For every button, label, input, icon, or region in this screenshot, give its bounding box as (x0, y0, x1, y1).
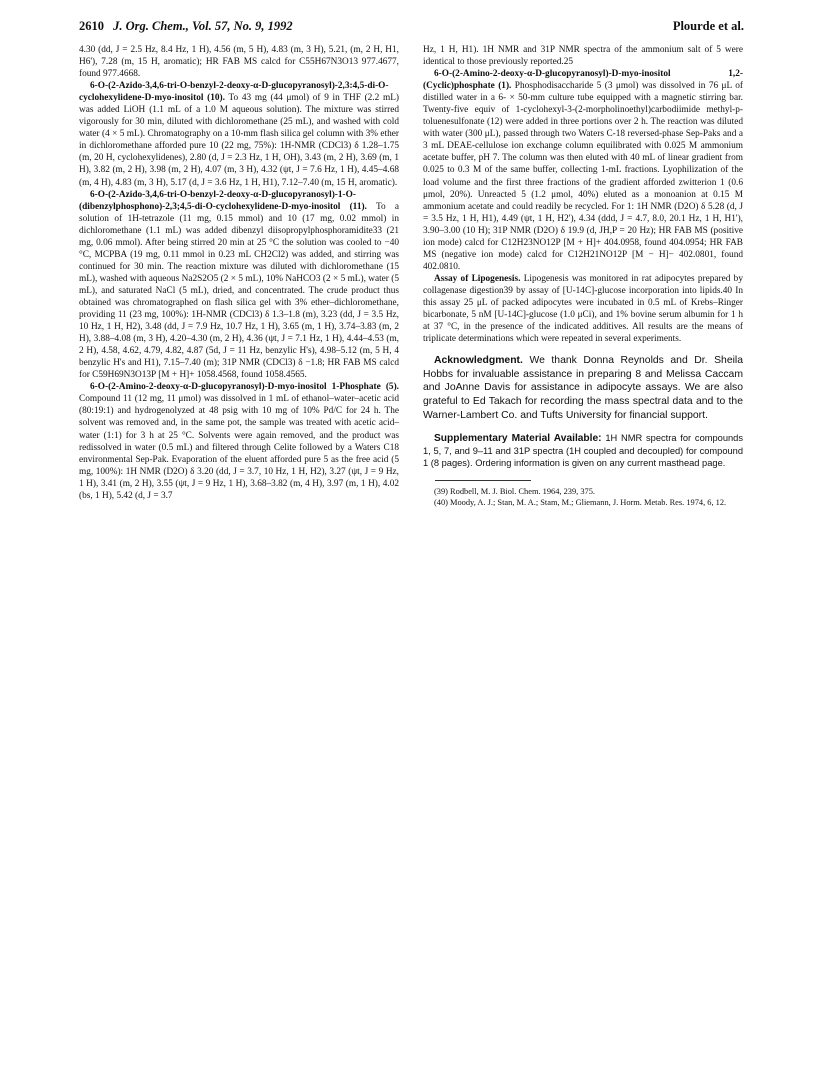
paragraph-compound-1: 6-O-(2-Amino-2-deoxy-α-D-glucopyranosyl)-D-myo-inositol 1,2-(Cyclic)phosphate (1). Phosphodisaccharide 5 (3 μmol) was dissolved in 76 μL of distilled water in a 6- × 50-mm culture tube equipped with a magnetic stirring bar. Twenty-five equiv of 1-cyclohexyl-3-(2-morpholinoethyl)carbodiimide methyl-p-toluenesulfonate (12) were added in three portions over 2 h. The reaction was diluted with water (300 μL), passed through two Waters C-18 reversed-phase Sep-Paks and a 3 mL DEAE-cellulose ion exchange column equilibrated with 0.025 M ammonium acetate buffer, pH 7. The column was then eluted with 40 mL of linear gradient from 0.025 to 0.3 M of the same buffer, collecting 1-mL fractions. Lyophilization of the load volume and the first three fractions of the gradient afforded zwitterion 1 (0.6 μmol, 20%). Unreacted 5 (1.2 μmol, 40%) eluted as a monoanion at 0.15 M ammonium acetate and could readily be recycled. For 1: 1H NMR (D2O) δ 5.28 (d, J = 3.5 Hz, 1 H, H1), 4.49 (ψt, 1 H, H2'), 4.34 (ddd, J = 4.7, 8.0, 20.1 Hz, 1 H, H1'), 3.90–3.00 (10 H); 31P NMR (D2O) δ 19.9 (d, JH,P = 20 Hz); HR FAB MS (positive ion mode) calcd for C12H23NO12P [M + H]+ 404.0958, found 404.0954; HR FAB MS (negative ion mode) calcd for C12H21NO12P [M − H]− 402.0801, found 402.0810. (423, 69, 744, 272)
footnote-divider (435, 480, 531, 481)
header-left (79, 19, 293, 34)
supplementary-material: Supplementary Material Available: 1H NMR spectra for compounds 1, 5, 7, and 9–11 and 31P spectra (1H coupled and decoupled) for compound 1 (8 pages). Ordering information is given on any current masthead page. (423, 433, 743, 469)
journal-citation: J. Org. Chem., Vol. 57, No. 9, 1992 (113, 19, 293, 33)
supplementary-label: Supplementary Material Available: (434, 433, 602, 445)
paragraph-compound-11: 6-O-(2-Azido-3,4,6-tri-O-benzyl-2-deoxy-α-D-glucopyranosyl)-1-O-(dibenzylphosphono)-2,3;4,5-di-O-cyclohexylidene-D-myo-inositol (11). To a solution of 1H-tetrazole (11 mg, 0.15 mmol) and 10 (17 mg, 0.02 mmol) in dichloromethane (1.1 mL) was added dibenzyl diisopropylphosphoramidite33 (21 mg, 0.06 mmol). After being stirred 20 min at 25 °C the solution was cooled to −40 °C, MCPBA (19 mg, 0.11 mmol in 0.23 mL CH2Cl2) was added, and stirring was continued for 30 min. The reaction mixture was diluted with dichloromethane (15 mL), washed with aqueous Na2S2O5 (2 × 5 mL), 10% NaHCO3 (2 × 5 mL), water (5 mL), and saturated NaCl (5 mL), dried, and concentrated. The crude product thus obtained was chromatographed on flash silica gel with 3% ether–dichloromethane, providing 11 (23 mg, 100%): 1H-NMR (CDCl3) δ 1.3–1.8 (m), 3.23 (dd, J = 3.5 Hz, 10 Hz, 1 H, H2), 3.48 (dd, J = 7.9 Hz, 10.7 Hz, 1 H), 3.65 (m, 1 H), 3.74–3.83 (m, 2 H), 3.88–4.08 (m, 3 H), 4.20–4.30 (m, 2 H), 4.36 (ψt, J = 7.1 Hz, 1 H), 4.44–4.53 (m, 2 H), 4.58, 4.62, 4.79, 4.82, 4.87 (5d, J = 11 Hz, benzylic H's), 4.98–5.12 (m, 5 H, 4 benzylic H's and H1), 7.15–7.40 (m); 31P NMR (CDCl3) δ −1.8; HR FAB MS calcd for C59H69N3O13P [M + H]+ 1058.4568, found 1058.4565. (79, 189, 399, 381)
acknowledgment-label: Acknowledgment. (434, 355, 523, 367)
paragraph-compound-5: 6-O-(2-Amino-2-deoxy-α-D-glucopyranosyl)-D-myo-inositol 1-Phosphate (5). Compound 11 (12 mg, 11 μmol) was dissolved in 1 mL of ethanol–water–acetic acid (80:19:1) and hydrogenolyzed at 48 psig with 10 mg of 10% Pd/C for 24 h. The solvent was removed and, in the same pot, the sample was treated with acetic acid–water (1:1) for 3 h at 25 °C. Solvents were again removed, and the product was redissolved in water (0.5 mL) and filtered through Celite followed by a Waters C18 environmental Sep-Pak. Evaporation of the eluent afforded pure 5 as the free acid (5 mg, 100%): 1H NMR (D2O) δ 3.20 (dd, J = 3.7, 10 Hz, 1 H, H2), 3.27 (ψt, J = 9 Hz, 1 H), 3.41 (m, 2 H), 3.55 (ψt, J = 9 Hz, 1 H), 3.68–3.82 (m, 4 H), 3.97 (m, 1 H), 4.02 (bs, 1 H), 5.42 (d, J = 3.7 (79, 382, 399, 501)
section-title: 6-O-(2-Azido-3,4,6-tri-O-benzyl-2-deoxy-α-D-glucopyranosyl)-2,3:4,5-di-O-cyclohexylidene-D-myo-inositol (10). (79, 81, 389, 104)
paragraph-compound-10: 6-O-(2-Azido-3,4,6-tri-O-benzyl-2-deoxy-α-D-glucopyranosyl)-2,3:4,5-di-O-cyclohexylidene-D-myo-inositol (10). To 43 mg (44 μmol) of 9 in THF (2.2 mL) was added LiOH (1.1 mL of a 1.0 M aqueous solution). The mixture was stirred vigorously for 30 min, diluted with dichloromethane (25 mL), and washed with cold water (4 × 5 mL). Chromatography on a 10-mm flash silica gel column with 3% ether in dichloromethane afforded pure 10 (22 mg, 75%): 1H-NMR (CDCl3) δ 1.28–1.75 (m, 20 H, cyclohexylidenes), 2.80 (d, J = 2.3 Hz, 1 H, OH), 3.43 (m, 2 H), 3.69 (m, 1 H), 3.82 (m, 2 H), 3.98 (m, 2 H), 4.07 (m, 3 H), 4.32 (ψt, J = 7.6 Hz, 1 H), 4.45–4.68 (m, 4 H), 4.83 (m, 3 H), 5.17 (d, J = 3.6 Hz, 1 H, H1), 7.12–7.40 (m, 15 H, aromatic). (79, 81, 399, 188)
paragraph-continued: 4.30 (dd, J = 2.5 Hz, 8.4 Hz, 1 H), 4.56 (m, 5 H), 4.83 (m, 3 H), 5.21, (m, 2 H, H1, H6'), 7.28 (m, 15 H, aromatic); HR FAB MS calcd for C55H67N3O13 977.4677, found 977.4668. (79, 45, 399, 80)
page-header (79, 19, 744, 35)
section-title: 6-O-(2-Amino-2-deoxy-α-D-glucopyranosyl)-D-myo-inositol 1,2-(Cyclic)phosphate (1). (423, 69, 743, 92)
section-title: Assay of Lipogenesis. (434, 273, 521, 284)
acknowledgment: Acknowledgment. We thank Donna Reynolds and Dr. Sheila Hobbs for invaluable assistance in preparing 8 and Melissa Caccam and JoAnne Davis for assistance in adipocyte assays. We are also grateful to Ed Takach for recording the mass spectral data and to the Warner-Lambert Co. and Tufts University for financial support. (423, 355, 743, 421)
left-column (79, 44, 399, 502)
paragraph-lipogenesis-assay: Assay of Lipogenesis. Lipogenesis was monitored in rat adipocytes prepared by collagenase digestion39 by assay of [U-14C]-glucose incorporation into lipids.40 In this assay 25 μL of packed adipocytes were incubated in 0.5 mL of Krebs–Ringer bicarbonate, 5 nM [U-14C]-glucose (1.0 μCi), and 1% bovine serum albumin for 1 h at 37 °C, in the presence of the indicated additives. All results are the means of triplicate determinations which were repeated in several experiments. (423, 273, 743, 345)
section-title: 6-O-(2-Azido-3,4,6-tri-O-benzyl-2-deoxy-α-D-glucopyranosyl)-1-O-(dibenzylphosphono)-2,3;4,5-di-O-cyclohexylidene-D-myo-inositol (11). (79, 189, 367, 212)
reference-39: (39) Rodbell, M. J. Biol. Chem. 1964, 239, 375. (434, 487, 595, 497)
reference-40: (40) Moody, A. J.; Stan, M. A.; Stam, M.; Gliemann, J. Horm. Metab. Res. 1974, 6, 12. (434, 498, 727, 508)
paragraph-continued: Hz, 1 H, H1). 1H NMR and 31P NMR spectra of the ammonium salt of 5 were identical to those previously reported.25 (423, 45, 743, 68)
running-author: Plourde et al. (672, 19, 744, 33)
page-number: 2610 (79, 19, 104, 33)
right-column (423, 44, 743, 508)
section-title: 6-O-(2-Amino-2-deoxy-α-D-glucopyranosyl)-D-myo-inositol 1-Phosphate (5). (90, 382, 399, 393)
